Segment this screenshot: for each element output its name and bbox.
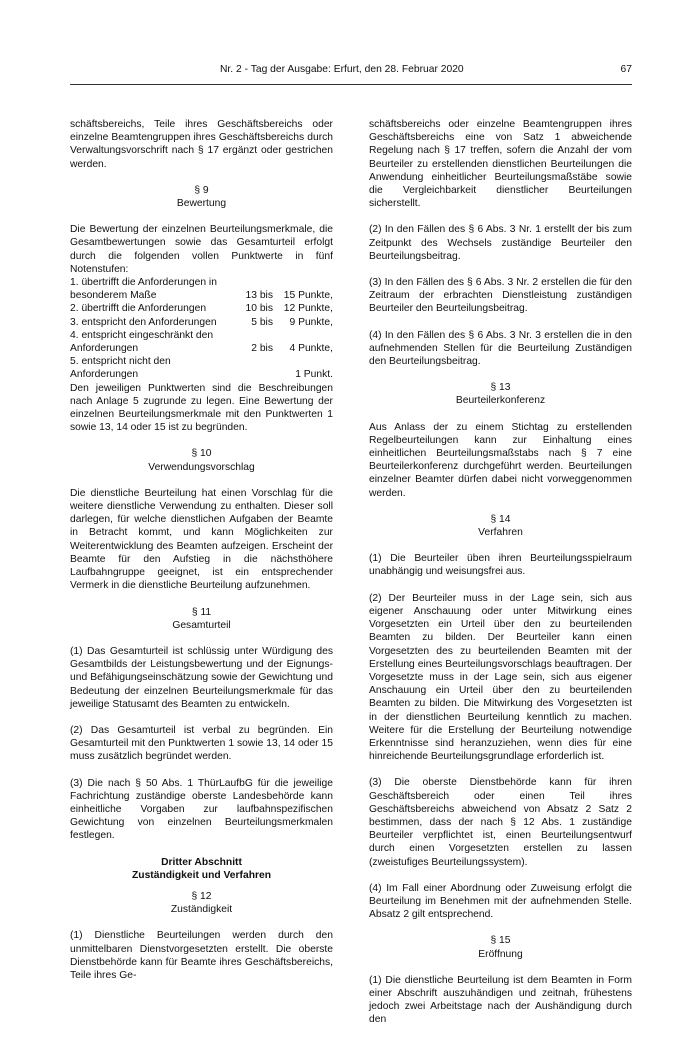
paragraph: Aus Anlass der zu einem Stichtag zu erstellenden Regelbeurteilungen kann zur Einhaltung eines einheitlichen Beurteilungsmaßstabs nach § 7 eine Beurteilerkonferenz durchgeführt werden. Beurteilungen einzelner Beamter dürfen dabei nicht vorweggenommen werden. [369, 421, 632, 499]
paragraph: (1) Dienstliche Beurteilungen werden durch den unmittelbaren Dienstvorgesetzten erstellt. Die oberste Dienstbehörde kann für Beamte ihres Geschäftsbereichs, Teile ihres Ge- [70, 930, 333, 981]
grade-text: 3. entspricht den Anforderungen [70, 316, 217, 328]
grade-points: 12 Punkte, [283, 303, 333, 315]
header-divider [70, 84, 632, 85]
paragraph: schäftsbereichs, Teile ihres Geschäftsbereichs oder einzelne Beamtengruppen ihres Geschäftsbereichs durch Verwaltungsvorschrift nach § 17 ergänzt oder gestrichen werden. [70, 119, 333, 170]
paragraph: (3) Die nach § 50 Abs. 1 ThürLaufbG für die jeweilige Fachrichtung zuständige oberste Landesbehörde kann einheitliche Vorgaben zur laufbahnspezifischen Gewichtung von einzelnen Beurteilungsmerkmalen festlegen. [70, 777, 333, 842]
page-number: 67 [620, 64, 632, 75]
paragraph: (1) Die dienstliche Beurteilung ist dem Beamten in Form einer Abschrift auszuhändigen und zeitnah, frühestens jedoch zwei Arbeitstage nach der Aushändigung durch den [369, 974, 632, 1026]
section-number: § 9 [194, 184, 209, 196]
section-title: Verfahren [478, 527, 523, 539]
section-title: Verwendungsvorschlag [148, 461, 255, 473]
part-heading [70, 856, 333, 882]
paragraph: (2) Das Gesamturteil ist verbal zu begründen. Ein Gesamturteil mit den Punktwerten 1 sowie 13, 14 oder 15 muss zusätzlich begründet werden. [70, 724, 333, 763]
paragraph: (3) In den Fällen des § 6 Abs. 3 Nr. 2 erstellen die für den Zeitraum der erbrachten Dienstleistung zuständigen Beurteiler den Beurteilungsbeitrag. [369, 277, 632, 315]
paragraph: Die Bewertung der einzelnen Beurteilungsmerkmale, die Gesamtbewertungen sowie das Gesamturteil erfolgt durch die folgenden vollen Punktwerte in fünf Notenstufen: [70, 224, 333, 275]
grade-text: 2. übertrifft die Anforderungen [70, 303, 207, 315]
section-heading-12 [70, 890, 333, 916]
section-heading-11 [70, 606, 333, 632]
paragraph: schäftsbereichs oder einzelne Beamtengruppen ihres Geschäftsbereichs eine von Satz 1 abweichende Regelung nach § 17 treffen, sofern die Anzahl der vom Beurteiler zu erstellenden dienstlichen Beurteilungen die Anwendung einheitlicher Beurteilungsmaßstäbe sowie die Vergleichbarkeit dienstlicher Beurteilungen sicherstellt. [369, 119, 632, 210]
grade-range: 5 bis [251, 316, 273, 328]
section-heading-14 [369, 513, 632, 539]
section-number: § 14 [490, 513, 511, 525]
right-column [369, 118, 632, 1040]
paragraph: (2) Der Beurteiler muss in der Lage sein, sich aus eigener Anschauung oder unter Mitwirkung eines Vorgesetzten ein Urteil über den zu beurteilenden Beamten zu bilden. Der Beurteiler kann einen Vorgesetzten des zu beurteilenden Beamten mit der Erstellung eines Beurteilungsvorschlags beauftragen. Der Vorgesetzte muss in der Lage sein, sich aus eigener Anschauung ein Urteil über den zu beurteilenden Beamten zu bilden. Die Mitwirkung des Vorgesetzten ist in der dienstlichen Beurteilung kenntlich zu machen. Weitere für die Erstellung der Beurteilung notwendige Erkenntnisse sind heranzuziehen, wenn dies für eine hinreichende Beurteilungsgrundlage erforderlich ist. [369, 592, 632, 763]
paragraph: (3) Die oberste Dienstbehörde kann für ihren Geschäftsbereich oder einen Teil ihres Geschäftsbereichs abweichend von Absatz 2 Satz 2 bestimmen, dass der nach § 12 Abs. 1 zuständige Beurteiler verpflichtet ist, einen Beurteilungsentwurf durch einen Vorgesetzten erstellen zu lassen (zweistufiges Beurteilungssystem). [369, 777, 632, 868]
paragraph: (2) In den Fällen des § 6 Abs. 3 Nr. 1 erstellt der bis zum Zeitpunkt des Wechsels zuständige Beurteiler den Beurteilungsbeitrag. [369, 224, 632, 262]
grade-points: 4 Punkte, [289, 343, 333, 355]
section-heading-15 [369, 934, 632, 960]
left-column [70, 118, 333, 995]
section-title: Gesamturteil [172, 619, 231, 631]
grade-points: 15 Punkte, [283, 290, 333, 302]
paragraph: (1) Das Gesamturteil ist schlüssig unter Würdigung des Gesamtbilds der Leistungsbewertung und der Eignungs- und Befähigungseinschätzung sowie der Gewichtung und Bedeutung der einzelnen Beurteilungsmerkmale für das jeweilige Statusamt des Beamten zu entwickeln. [70, 645, 333, 710]
grade-range: 2 bis [251, 343, 273, 355]
section-number: § 11 [191, 606, 212, 618]
section-heading-10 [70, 447, 333, 473]
section-title: Zuständigkeit [170, 904, 233, 916]
section-title: Beurteilerkonferenz [455, 395, 546, 407]
grade-text: 5. entspricht nicht den Anforderungen [70, 356, 171, 381]
part-title: Zuständigkeit und Verfahren [131, 869, 272, 881]
page-header [70, 64, 632, 80]
grade-points: 1 Punkt. [295, 369, 333, 381]
grade-row [70, 302, 333, 315]
grade-list [70, 276, 333, 382]
section-title: Bewertung [176, 198, 227, 210]
section-number: § 13 [490, 382, 511, 394]
section-number: § 10 [191, 448, 212, 460]
paragraph: (1) Die Beurteiler üben ihren Beurteilungsspielraum unabhängig und weisungsfrei aus. [369, 553, 632, 578]
paragraph: Den jeweiligen Punktwerten sind die Beschreibungen nach Anlage 5 zugrunde zu legen. Eine Bewertung der einzelnen Beurteilungsmerkmale mit den Punktwerten 1 sowie 13, 14 oder 15 ist zu begründen. [70, 382, 333, 434]
section-heading-13 [369, 381, 632, 407]
grade-range: 10 bis [245, 303, 273, 315]
grade-row [70, 329, 333, 355]
grade-text: 1. übertrifft die Anforderungen in besonderem Maße [70, 277, 217, 302]
part-number: Dritter Abschnitt [161, 856, 242, 868]
section-title: Eröffnung [478, 948, 523, 960]
grade-points: 9 Punkte, [289, 316, 333, 328]
grade-range: 13 bis [245, 290, 273, 302]
grade-row [70, 316, 333, 329]
paragraph: (4) Im Fall einer Abordnung oder Zuweisung erfolgt die Beurteilung im Benehmen mit der aufnehmenden Stelle. Absatz 2 gilt entsprechend. [369, 882, 632, 921]
section-number: § 15 [490, 935, 511, 947]
grade-row [70, 355, 333, 381]
paragraph: Die dienstliche Beurteilung hat einen Vorschlag für die weitere dienstliche Verwendung zu enthalten. Dieser soll darlegen, für welche dienstlichen Aufgaben der Beamte in Betracht kommt, und kann Möglichkeiten zur Weiterentwicklung des Beamten aufzeigen. Erscheint der Beamte für den Aufstieg in die nächsthöhere Laufbahngruppe geeignet, ist ein entsprechender Vermerk in die dienstliche Beurteilung aufzunehmen. [70, 487, 333, 592]
grade-row [70, 276, 333, 302]
section-number: § 12 [191, 890, 212, 902]
issue-title: Nr. 2 - Tag der Ausgabe: Erfurt, den 28. Februar 2020 [220, 64, 464, 75]
grade-text: 4. entspricht eingeschränkt den Anforderungen [70, 329, 214, 355]
section-heading-9 [70, 184, 333, 210]
paragraph: (4) In den Fällen des § 6 Abs. 3 Nr. 3 erstellen die in den aufnehmenden Stellen für die Beurteilung Zuständigen den Beurteilungsbeitrag. [369, 329, 632, 368]
